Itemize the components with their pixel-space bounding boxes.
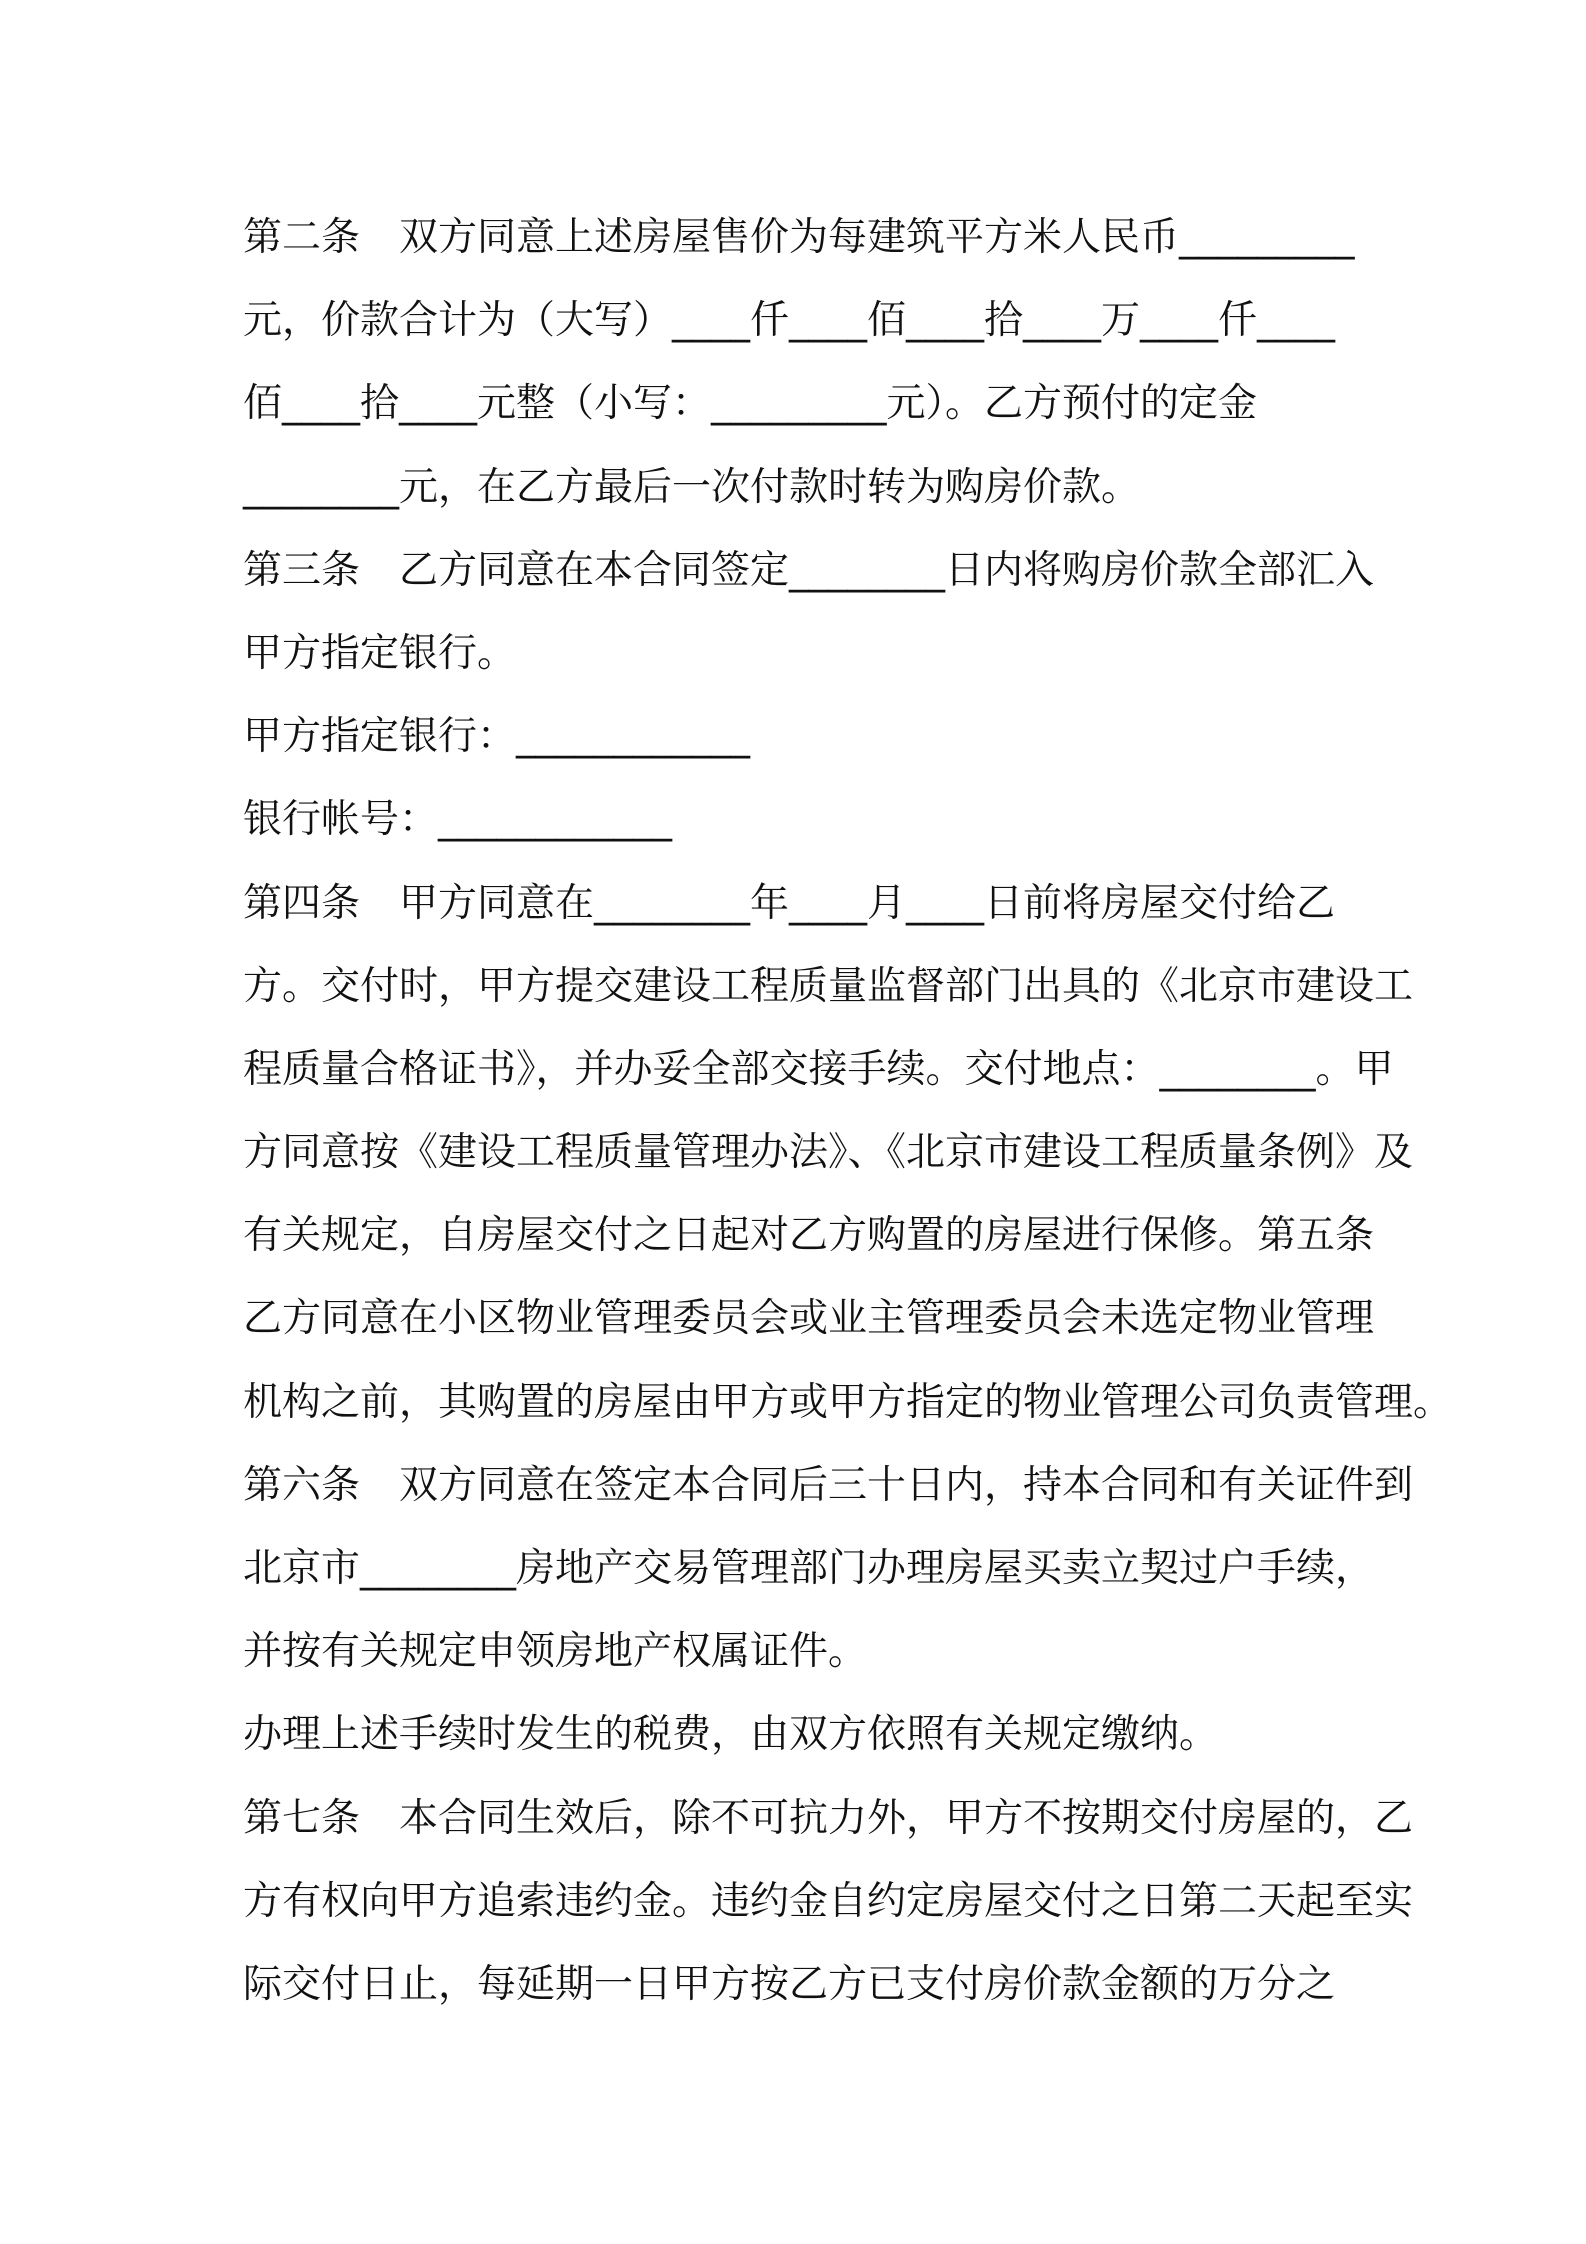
text-line: ________元，在乙方最后一次付款时转为购房价款。 <box>243 464 1141 510</box>
text-line: 方同意按《建设工程质量管理办法》、《北京市建设工程质量条例》及 <box>243 1130 1414 1176</box>
text-line: 元，价款合计为（大写）____仟____佰____拾____万____仟____ <box>243 298 1336 344</box>
text-line: 方有权向甲方追索违约金。违约金自约定房屋交付之日第二天起至实 <box>243 1878 1414 1924</box>
text-line: 办理上述手续时发生的税费，由双方依照有关规定缴纳。 <box>243 1712 1219 1758</box>
text-line: 甲方指定银行。 <box>243 630 517 676</box>
text-line: 甲方指定银行：____________ <box>243 714 751 760</box>
contract-text <box>243 196 1453 2026</box>
text-line: 乙方同意在小区物业管理委员会或业主管理委员会未选定物业管理 <box>243 1296 1375 1342</box>
text-line: 方。交付时，甲方提交建设工程质量监督部门出具的《北京市建设工 <box>243 963 1414 1009</box>
text-line: 第二条 双方同意上述房屋售价为每建筑平方米人民币_________ <box>243 215 1355 260</box>
text-line: 第六条 双方同意在签定本合同后三十日内，持本合同和有关证件到 <box>243 1462 1414 1508</box>
text-line: 第四条 甲方同意在________年____月____日前将房屋交付给乙 <box>243 880 1336 926</box>
text-line: 并按有关规定申领房地产权属证件。 <box>243 1629 868 1675</box>
text-line: 北京市________房地产交易管理部门办理房屋买卖立契过户手续， <box>243 1546 1375 1591</box>
text-line: 佰____拾____元整（小写：_________元）。乙方预付的定金 <box>243 381 1258 427</box>
text-line: 第七条 本合同生效后，除不可抗力外，甲方不按期交付房屋的，乙 <box>243 1795 1414 1841</box>
text-line: 程质量合格证书》，并办妥全部交接手续。交付地点：________。甲 <box>243 1046 1394 1092</box>
text-line: 际交付日止，每延期一日甲方按乙方已支付房价款金额的万分之 <box>243 1961 1336 2007</box>
text-line: 机构之前，其购置的房屋由甲方或甲方指定的物业管理公司负责管理。 <box>243 1379 1453 1425</box>
text-line: 银行帐号：____________ <box>243 797 673 843</box>
text-line: 第三条 乙方同意在本合同签定________日内将购房价款全部汇入 <box>243 547 1375 593</box>
text-line: 有关规定，自房屋交付之日起对乙方购置的房屋进行保修。第五条 <box>243 1213 1375 1259</box>
